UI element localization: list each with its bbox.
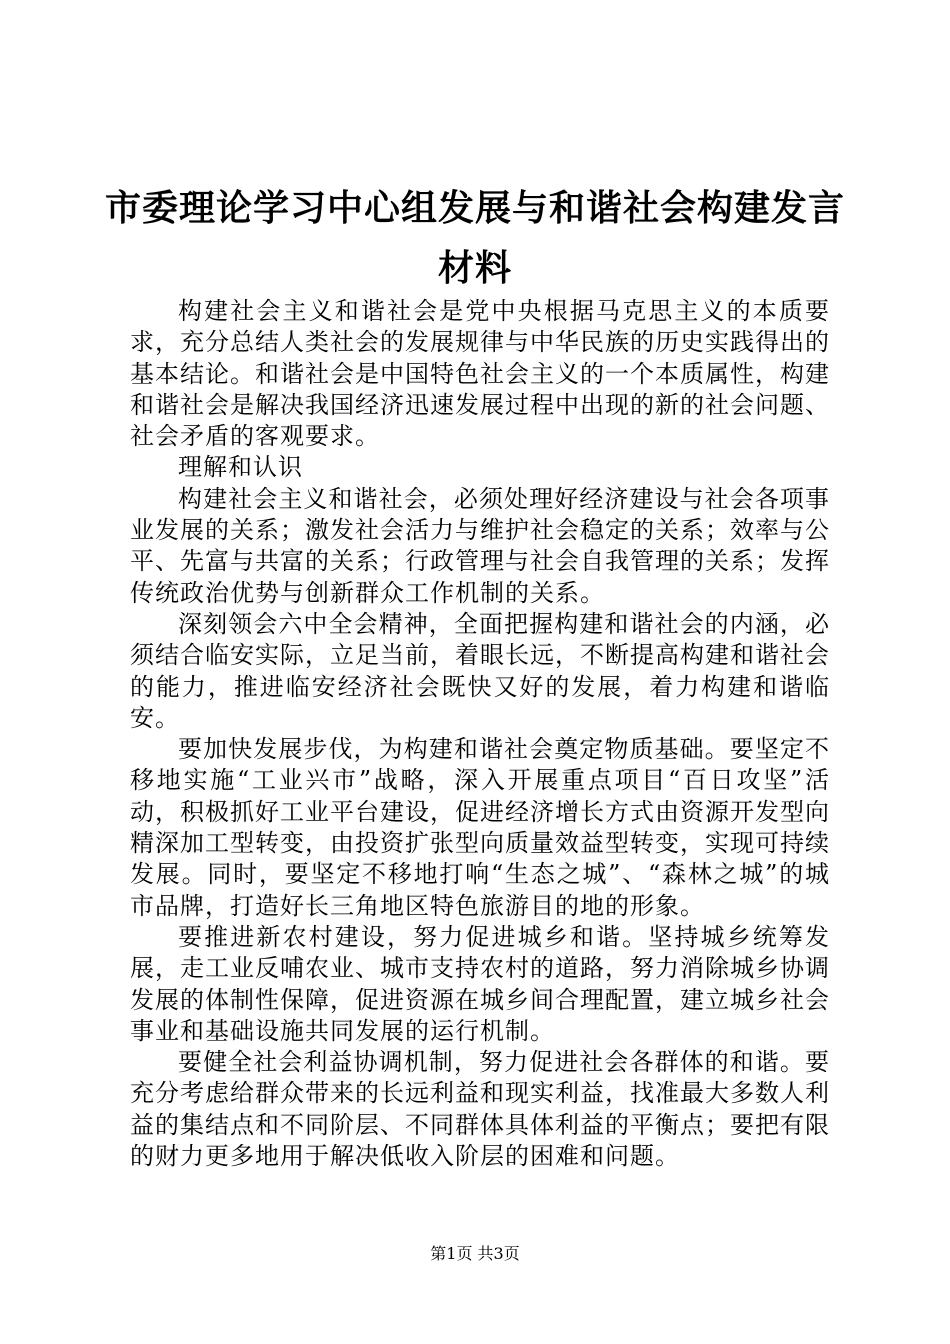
paragraph-plenary-spirit: 深刻领会六中全会精神，全面把握构建和谐社会的内涵，必须结合临安实际，立足当前，着眼长远，不断提高构建和谐社会的能力，推进临安经济社会既快又好的发展，着力构建和谐临安。	[130, 609, 830, 732]
paragraph-relations: 构建社会主义和谐社会，必须处理好经济建设与社会各项事业发展的关系；激发社会活力与维护社会稳定的关系；效率与公平、先富与共富的关系；行政管理与社会自我管理的关系；发挥传统政治优势与创新群众工作机制的关系。	[130, 484, 830, 607]
page-number-footer: 第1页 共3页	[430, 1244, 520, 1263]
paragraph-development-pace: 要加快发展步伐，为构建和谐社会奠定物质基础。要坚定不移地实施“工业兴市”战略，深入开展重点项目“百日攻坚”活动，积极抓好工业平台建设，促进经济增长方式由资源开发型向精深加工型转变，由投资扩张型向质量效益型转变，实现可持续发展。同时，要坚定不移地打响“生态之城”、“森林之城”的城市品牌，打造好长三角地区特色旅游目的地的形象。	[130, 735, 830, 920]
paragraph-rural-construction: 要推进新农村建设，努力促进城乡和谐。坚持城乡统筹发展，走工业反哺农业、城市支持农村的道路，努力消除城乡协调发展的体制性保障，促进资源在城乡间合理配置，建立城乡社会事业和基础设施共同发展的运行机制。	[130, 922, 830, 1045]
paragraph-intro: 构建社会主义和谐社会是党中央根据马克思主义的本质要求，充分总结人类社会的发展规律与中华民族的历史实践得出的基本结论。和谐社会是中国特色社会主义的一个本质属性，构建和谐社会是解决我国经济迅速发展过程中出现的新的社会问题、社会矛盾的客观要求。	[130, 297, 830, 451]
section-heading-understanding: 理解和认识	[178, 453, 303, 482]
document-title: 市委理论学习中心组发展与和谐社会构建发言材料	[104, 187, 845, 289]
document-body	[130, 296, 830, 1172]
paragraph-interest-coordination: 要健全社会利益协调机制，努力促进社会各群体的和谐。要充分考虑给群众带来的长远利益和现实利益，找准最大多数人利益的集结点和不同阶层、不同群体具体利益的平衡点；要把有限的财力更多地用于解决低收入阶层的困难和问题。	[130, 1048, 830, 1171]
